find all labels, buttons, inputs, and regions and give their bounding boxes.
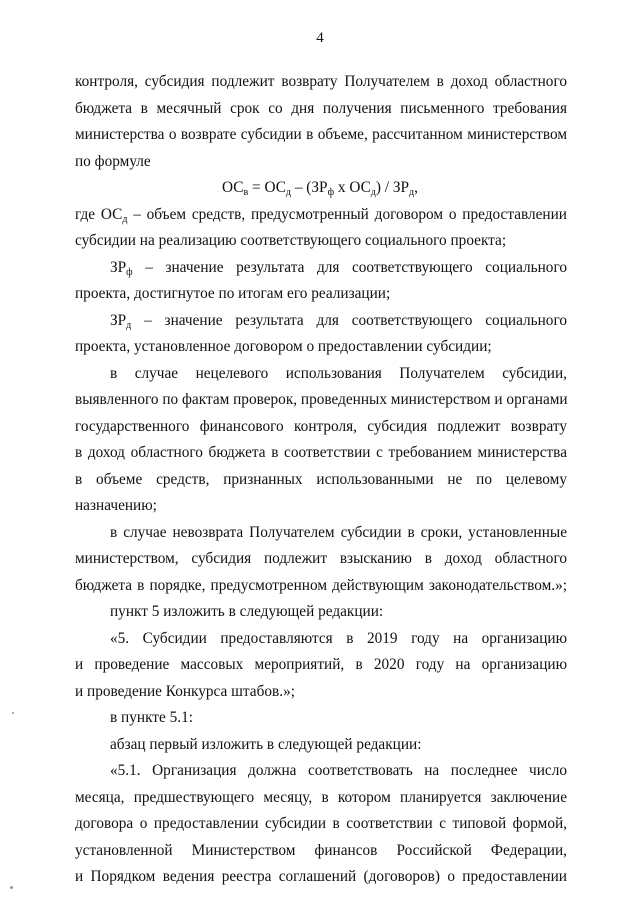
text-line: в объеме средств, признанных использованными не по целевому [75,471,567,488]
text-fragment: ЗР [110,259,127,276]
subscript: д [122,214,128,225]
text-line: контроля, субсидия подлежит возврату Получателем в доход областного [75,73,567,90]
subscript: ф [126,267,133,278]
formula-part: , [414,179,418,196]
text-line: бюджета в месячный срок со дня получения письменного требования [75,100,567,117]
text-line: и проведение Конкурса штабов.»; [75,683,295,700]
text-line: субсидии на реализацию соответствующего социального проекта; [75,232,507,249]
text-fragment: где ОС [75,206,123,223]
text-line: и Порядком ведения реестра соглашений (договоров) о предоставлении [75,868,567,885]
text-line: проекта, установленное договором о предоставлении субсидии; [75,338,492,355]
text-line: министерством, субсидия подлежит взысканию в доход областного [75,550,567,567]
formula-sub: ф [327,187,335,198]
text-line: по формуле [75,153,151,170]
text-line: выявленного по фактам проверок, проведенных министерством и органами [75,391,568,408]
text-line: абзац первый изложить в следующей редакции: [110,736,422,753]
formula-part: ОС [222,179,244,196]
formula-sub: в [243,187,249,198]
text-line: государственного финансового контроля, субсидия подлежит возврату [75,418,567,435]
page-number: 4 [316,30,324,46]
text-fragment: ЗР [110,312,127,329]
formula-sub: д [285,187,291,198]
text-line: министерства о возврате субсидии в объеме, рассчитанном министерством [75,126,567,143]
text-line: в случае нецелевого использования Получателем субсидии, [110,365,567,382]
subscript: д [126,320,132,331]
formula-sub: д [370,187,376,198]
text-line: бюджета в порядке, предусмотренном действующим законодательством.»; [75,577,567,594]
text-line: назначению; [75,497,157,514]
text-line: «5.1. Организация должна соответствовать на последнее число [110,762,567,779]
text-line: и проведение массовых мероприятий, в 2020 году на организацию [75,656,567,673]
text-line: проекта, достигнутое по итогам его реализации; [75,285,391,302]
text-fragment: – значение результата для соответствующего социального [132,259,567,276]
text-fragment: – значение результата для соответствующего социального [131,312,567,329]
formula-part: = ОС [248,179,286,196]
scan-speck [12,712,14,714]
formula-part: – (ЗР [291,179,328,196]
text-line: установленной Министерством финансов Российской Федерации, [75,842,567,859]
text-line: «5. Субсидии предоставляются в 2019 году на организацию [110,630,567,647]
text-line: месяца, предшествующего месяцу, в котором планируется заключение [75,789,567,806]
text-line [110,259,567,277]
scan-speck [10,886,13,889]
formula-part: ) / ЗР [375,179,410,196]
text-line: пункт 5 изложить в следующей редакции: [110,603,384,620]
text-fragment: – объем средств, предусмотренный договором о предоставлении [127,206,567,223]
text-line: в случае невозврата Получателем субсидии в сроки, установленные [110,524,567,541]
text-line [110,312,567,330]
formula-part: х ОС [334,179,371,196]
formula [0,179,640,197]
text-line [75,206,567,224]
text-line: договора о предоставлении субсидии в соответствии с типовой формой, [75,815,567,832]
text-line: в пункте 5.1: [110,709,193,726]
text-line: в доход областного бюджета в соответствии с требованием министерства [75,444,567,461]
formula-sub: д [409,187,415,198]
